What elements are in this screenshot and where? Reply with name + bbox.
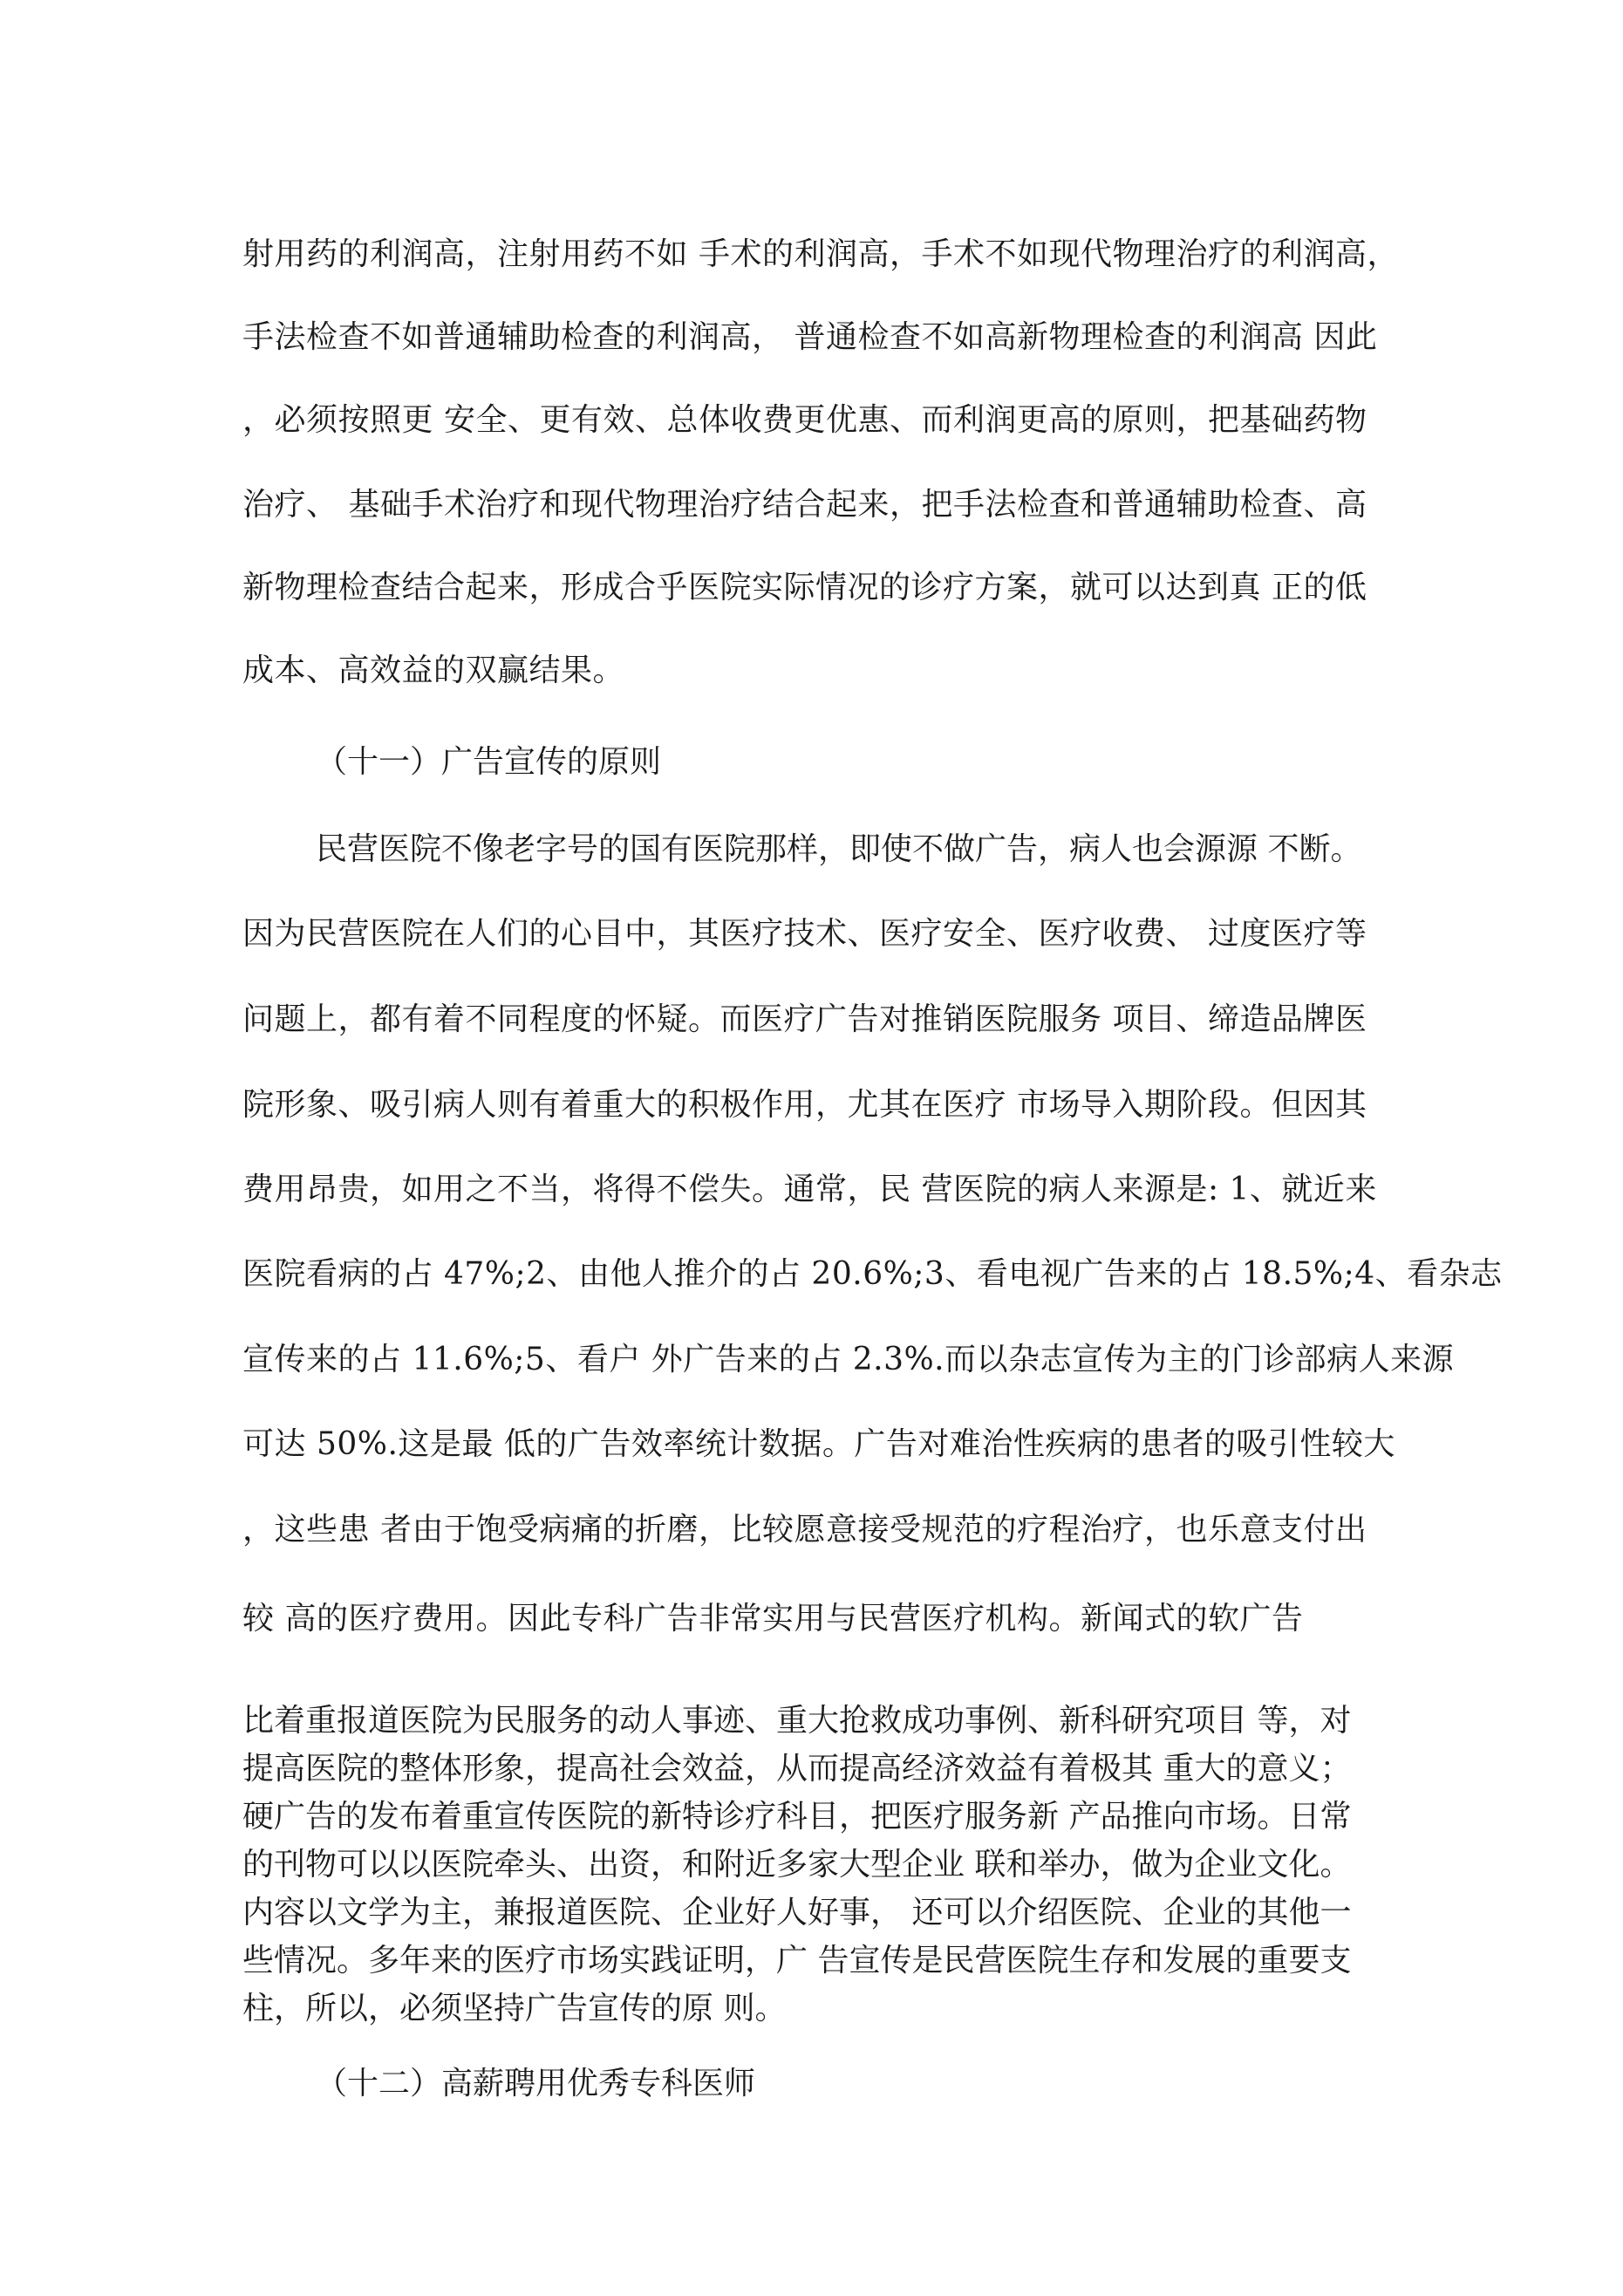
paragraph2-line-2: 因为民营医院在人们的心目中，其医疗技术、医疗安全、医疗收费、 过度医疗等 — [242, 916, 1367, 952]
paragraph2-line-5: 费用昂贵，如用之不当，将得不偿失。通常，民 营医院的病人来源是: 1、就近来 — [242, 1172, 1377, 1207]
paragraph1-line-4: 治疗、 基础手术治疗和现代物理治疗结合起来，把手法检查和普通辅助检查、高 — [242, 487, 1367, 523]
paragraph3-line-7: 柱，所以，必须坚持广告宣传的原 则。 — [242, 1991, 787, 2026]
section-heading-12: （十二）高薪聘用优秀专科医师 — [316, 2066, 756, 2101]
paragraph2-line-10: 较 高的医疗费用。因此专科广告非常实用与民营医疗机构。新闻式的软广告 — [242, 1601, 1304, 1637]
paragraph1-line-2: 手法检查不如普通辅助检查的利润高， 普通检查不如高新物理检查的利润高 因此 — [242, 319, 1378, 355]
paragraph3 — [242, 1697, 1389, 2033]
section-heading-11: （十一）广告宣传的原则 — [316, 744, 662, 780]
paragraph3-line-3: 硬广告的发布着重宣传医院的新特诊疗科目，把医疗服务新 产品推向市场。日常 — [242, 1799, 1352, 1835]
paragraph2-line-8: 可达 50%.这是最 低的广告效率统计数据。广告对难治性疾病的患者的吸引性较大 — [242, 1426, 1395, 1462]
paragraph3-line-4: 的刊物可以以医院牵头、出资，和附近多家大型企业 联和举办，做为企业文化。 — [242, 1847, 1352, 1883]
paragraph2-line-3: 问题上，都有着不同程度的怀疑。而医疗广告对推销医院服务 项目、缔造品牌医 — [242, 1001, 1367, 1037]
paragraph3-line-5: 内容以文学为主，兼报道医院、企业好人好事， 还可以介绍医院、企业的其他一 — [242, 1895, 1352, 1930]
paragraph2-line-1: 民营医院不像老字号的国有医院那样，即使不做广告，病人也会源源 不断。 — [316, 831, 1362, 867]
paragraph3-line-6: 些情况。多年来的医疗市场实践证明，广 告宣传是民营医院生存和发展的重要支 — [242, 1943, 1352, 1978]
paragraph2-line-9: ，这些患 者由于饱受病痛的折磨，比较愿意接受规范的疗程治疗，也乐意支付出 — [242, 1512, 1367, 1548]
paragraph1-line-6: 成本、高效益的双赢结果。 — [242, 653, 625, 688]
paragraph1-line-3: ，必须按照更 安全、更有效、总体收费更优惠、而利润更高的原则，把基础药物 — [242, 402, 1367, 438]
paragraph2-line-7: 宣传来的占 11.6%;5、看户 外广告来的占 2.3%.而以杂志宣传为主的门诊部病人来源 — [242, 1342, 1455, 1377]
paragraph1-line-1: 射用药的利润高，注射用药不如 手术的利润高，手术不如现代物理治疗的利润高， — [242, 236, 1399, 272]
paragraph2-line-6: 医院看病的占 47%;2、由他人推介的占 20.6%;3、看电视广告来的占 18.5%;4、看杂志 — [242, 1256, 1503, 1292]
paragraph3-line-1: 比着重报道医院为民服务的动人事迹、重大抢救成功事例、新科研究项目 等，对 — [242, 1703, 1352, 1739]
paragraph2-line-4: 院形象、吸引病人则有着重大的积极作用，尤其在医疗 市场导入期阶段。但因其 — [242, 1087, 1367, 1123]
paragraph3-line-2: 提高医院的整体形象，提高社会效益，从而提高经济效益有着极其 重大的意义； — [242, 1751, 1352, 1787]
paragraph1-line-5: 新物理检查结合起来，形成合乎医院实际情况的诊疗方案，就可以达到真 正的低 — [242, 570, 1367, 605]
